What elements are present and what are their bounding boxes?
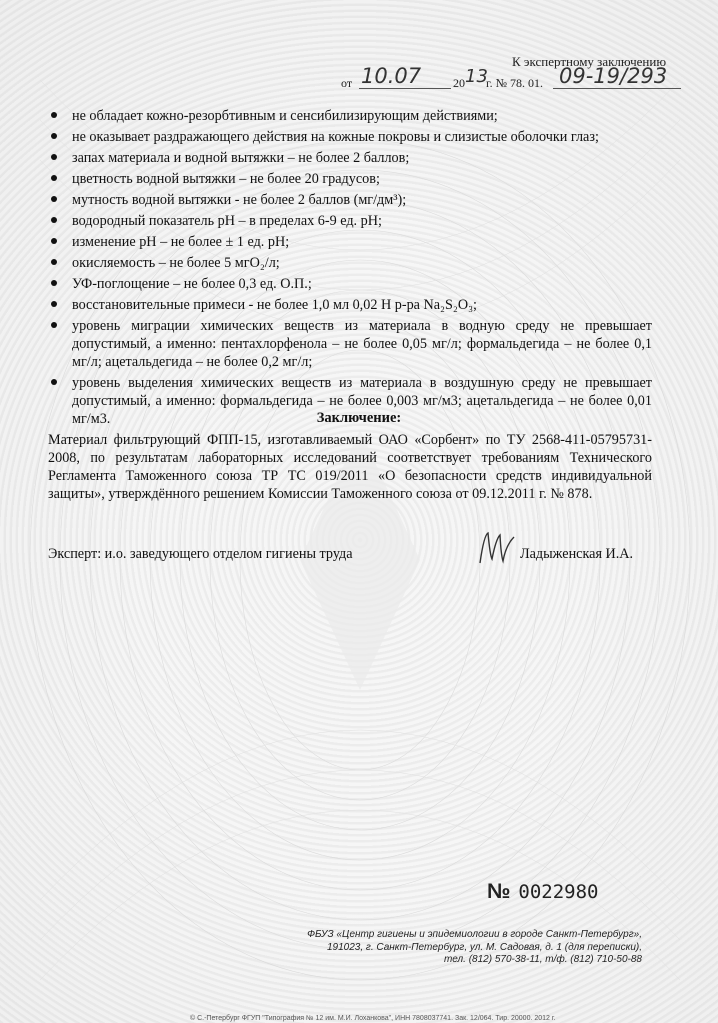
list-item: запах материала и водной вытяжки – не более 2 баллов;	[48, 149, 652, 167]
list-item: окисляемость – не более 5 мгO₂/л;	[48, 254, 652, 272]
header-date-number	[341, 66, 681, 94]
list-item: цветность водной вытяжки – не более 20 градусов;	[48, 170, 652, 188]
list-item: восстановительные примеси - не более 1,0 мл 0,02 Н р-ра Na₂S₂O₃;	[48, 296, 652, 314]
list-item: уровень миграции химических веществ из материала в водную среду не превышает допустимый, а именно: пентахлорфенола – не более 0,05 мг/л; формальдегида – не более 0,1 мг/л; ацетальдегида – не более 0,2 мг/л;	[48, 317, 652, 371]
list-item: мутность водной вытяжки - не более 2 баллов (мг/дм³);	[48, 191, 652, 209]
requirements-list	[48, 107, 652, 431]
handwritten-date: 10.07	[361, 64, 422, 88]
org-line-2: 191023, г. Санкт-Петербург, ул. М. Садовая, д. 1 (для переписки),	[326, 941, 642, 953]
list-item: изменение pH – не более ± 1 ед. pH;	[48, 233, 652, 251]
annex-reference: К экспертному заключению	[512, 54, 667, 69]
year-prefix: 20	[453, 76, 465, 90]
org-line-3: тел. (812) 570-38-11, т/ф. (812) 710-50-88	[443, 954, 642, 965]
org-line-1: ФБУЗ «Центр гигиены и эпидемиологии в городе Санкт-Петербург»,	[307, 929, 642, 940]
number-label: г. № 78. 01.	[486, 76, 544, 90]
handwritten-year: 13	[465, 66, 488, 87]
serial-value: 0022980	[518, 881, 599, 903]
list-item: уровень выделения химических веществ из материала в воздушную среду не превышает допустимый, а именно: формальдегида – не более 0,003 мг/м3; ацетальдегида – не более 0,01 мг/м3.	[48, 374, 652, 428]
expert-position: Эксперт: и.о. заведующего отделом гигиены труда	[48, 546, 353, 562]
number-sign: №	[487, 880, 511, 903]
form-serial-number	[487, 880, 599, 904]
list-item: водородный показатель pH – в пределах 6-9 ед. pH;	[48, 212, 652, 230]
handwritten-doc-number: 09-19/293	[559, 64, 668, 88]
expert-name: Ладыженская И.А.	[520, 546, 634, 562]
conclusion-text: Материал фильтрующий ФПП-15, изготавливаемый ОАО «Сорбент» по ТУ 2568-411-05795731-2008, по результатам лабораторных исследований соответствует требованиям Технического Регламента Таможенного союза ТР ТС 019/2011 «О безопасности средств индивидуальной защиты», утверждённого решением Комиссии Таможенного союза от 09.12.2011 г. № 878.	[48, 432, 652, 502]
conclusion-title: Заключение:	[316, 410, 402, 426]
list-item: УФ-поглощение – не более 0,3 ед. О.П.;	[48, 275, 652, 293]
list-item: не оказывает раздражающего действия на кожные покровы и слизистые оболочки глаз;	[48, 128, 652, 146]
organization-block	[162, 929, 642, 967]
from-label: от	[341, 76, 353, 90]
list-item: не обладает кожно-резорбтивным и сенсибилизирующим действиями;	[48, 107, 652, 125]
signature-icon	[470, 525, 520, 570]
print-imprint: © С.-Петербург ФГУП "Типография № 12 им. М.И. Лоханкова", ИНН 7808037741. Зак. 12/064. Тир. 20000. 2012 г.	[190, 1015, 556, 1022]
